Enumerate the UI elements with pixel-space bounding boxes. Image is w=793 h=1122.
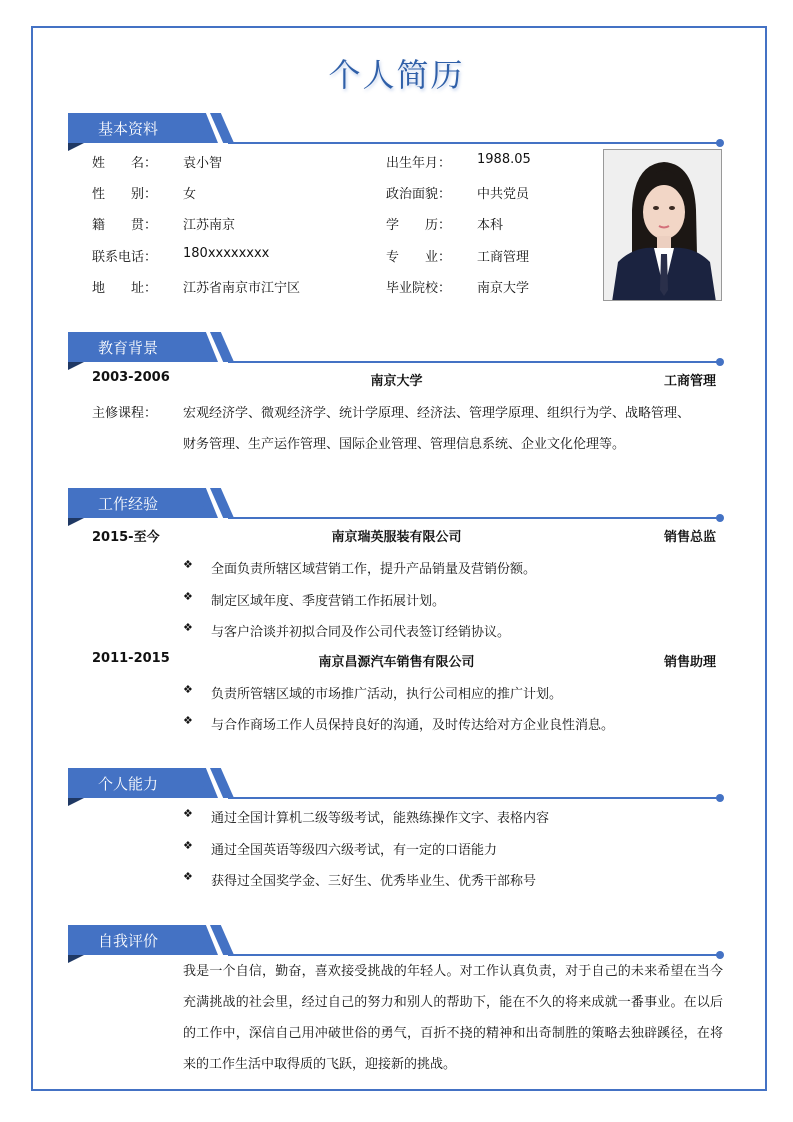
work-role: 销售总监 [663, 530, 716, 545]
courses-line-2: 财务管理、生产运作管理、国际企业管理、管理信息系统、企业文化伦理等。 [183, 437, 626, 452]
field-label: 姓 名： [92, 156, 158, 171]
field-label: 毕业院校： [386, 281, 452, 296]
work-company: 南京瑞英服装有限公司 [331, 530, 462, 545]
field-value-major: 工商管理 [477, 250, 530, 265]
field-label: 学 历： [386, 218, 452, 233]
education-school: 南京大学 [370, 374, 423, 389]
header-line [228, 361, 720, 363]
diamond-bullet-icon: ❖ [183, 590, 193, 603]
field-value-address: 江苏省南京市江宁区 [183, 281, 301, 296]
section-title: 个人能力 [98, 775, 159, 793]
field-value-gender: 女 [183, 187, 197, 202]
diamond-bullet-icon: ❖ [183, 839, 193, 852]
work-role: 销售助理 [663, 655, 716, 670]
header-dot [716, 794, 724, 802]
header-fold [68, 518, 84, 526]
diamond-bullet-icon: ❖ [183, 714, 193, 727]
section-header-education [68, 332, 724, 368]
field-label: 政治面貌： [386, 187, 452, 202]
section-title: 基本资料 [98, 120, 159, 138]
courses-line-1: 宏观经济学、微观经济学、统计学原理、经济法、管理学原理、组织行为学、战略管理、 [183, 406, 691, 421]
field-value-hometown: 江苏南京 [183, 218, 236, 233]
portrait-icon [604, 150, 722, 301]
field-value-phone: 180xxxxxxxx [183, 246, 270, 261]
work-period: 2015-至今 [92, 530, 160, 545]
field-label: 籍 贯： [92, 218, 158, 233]
field-value-political: 中共党员 [477, 187, 530, 202]
section-title: 自我评价 [98, 932, 159, 950]
profile-photo [603, 149, 722, 301]
header-fold [68, 362, 84, 370]
diamond-bullet-icon: ❖ [183, 621, 193, 634]
section-header-basic [68, 113, 724, 149]
header-line [228, 517, 720, 519]
diamond-bullet-icon: ❖ [183, 683, 193, 696]
header-dot [716, 358, 724, 366]
field-label: 性 别： [92, 187, 158, 202]
diamond-bullet-icon: ❖ [183, 870, 193, 883]
self-evaluation-text: 我是一个自信，勤奋，喜欢接受挑战的年轻人。对工作认真负责，对于自己的未来希望在当今充满挑战的社会里，经过自己的努力和别人的帮助下，能在不久的将来成就一番事业。在以后的工作中，深信自己用冲破世俗的勇气，百折不挠的精神和出奇制胜的策略去独辟蹊径，在将来的工作生活中取得质的飞跃，迎接新的挑战。 [183, 964, 723, 1072]
section-title: 教育背景 [98, 339, 159, 357]
courses-label: 主修课程： [92, 406, 158, 421]
education-major: 工商管理 [663, 374, 716, 389]
field-label: 出生年月： [386, 156, 452, 171]
diamond-bullet-icon: ❖ [183, 807, 193, 820]
section-header-skills [68, 768, 724, 804]
section-header-work [68, 488, 724, 524]
header-dot [716, 139, 724, 147]
work-company: 南京昌源汽车销售有限公司 [318, 655, 475, 670]
section-title: 工作经验 [98, 495, 159, 513]
field-value-name: 袁小智 [183, 156, 223, 171]
header-dot [716, 514, 724, 522]
field-label: 专 业： [386, 250, 452, 265]
header-fold [68, 143, 84, 151]
field-value-birth: 1988.05 [477, 152, 531, 167]
field-label: 地 址： [92, 281, 158, 296]
header-fold [68, 955, 84, 963]
header-line [228, 142, 720, 144]
education-period: 2003-2006 [92, 370, 170, 385]
header-line [228, 797, 720, 799]
page-title: 个人简历 [328, 56, 465, 94]
header-fold [68, 798, 84, 806]
work-period: 2011-2015 [92, 651, 170, 666]
diamond-bullet-icon: ❖ [183, 558, 193, 571]
field-value-school: 南京大学 [477, 281, 530, 296]
field-value-degree: 本科 [477, 218, 504, 233]
field-label: 联系电话： [92, 250, 158, 265]
